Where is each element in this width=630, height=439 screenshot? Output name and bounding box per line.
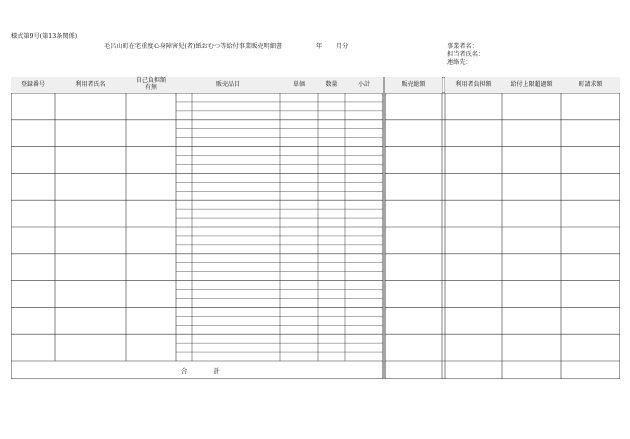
- month-label: 月分: [336, 43, 349, 50]
- col-header-user-name: [55, 77, 126, 93]
- sales-detail-table: [11, 77, 620, 379]
- total-label: 合 計: [181, 367, 232, 375]
- contact-label: 連絡先：: [447, 59, 472, 66]
- col-header-item-text: 販売品目: [215, 80, 240, 88]
- year-label: 年: [316, 43, 323, 50]
- col-header-billed: [561, 77, 620, 93]
- office-name-label: 事業者名：: [447, 43, 478, 50]
- col-header-copay: [126, 77, 176, 93]
- col-header-registration-number-text: 登録番号: [20, 80, 45, 88]
- col-header-quantity-text: 数量: [325, 80, 338, 88]
- col-header-unit-price: [280, 77, 318, 93]
- col-header-user-burden: [445, 77, 502, 93]
- col-header-unit-price-text: 単価: [292, 80, 305, 88]
- col-header-item: [176, 77, 280, 93]
- table-grid: [11, 77, 620, 379]
- col-header-billed-text: 町請求額: [578, 80, 603, 88]
- col-header-over-limit-text: 給付上限超過額: [510, 80, 553, 88]
- staff-name-label: 担当者氏名：: [447, 51, 485, 58]
- col-header-subtotal-text: 小計: [357, 80, 370, 88]
- col-header-sales-total-text: 販売総額: [401, 80, 426, 88]
- col-header-over-limit: [502, 77, 561, 93]
- col-header-copay-line1: 自己負担額: [135, 77, 166, 85]
- col-header-sales-total: [385, 77, 442, 93]
- col-header-user-burden-text: 利用者負担額: [455, 80, 492, 88]
- col-header-subtotal: [345, 77, 383, 93]
- form-number: 様式第9号(第13条関係): [11, 33, 78, 40]
- col-header-user-name-text: 利用者氏名: [75, 80, 106, 88]
- col-header-registration-number: [11, 77, 55, 93]
- col-header-copay-line2: 有無: [144, 84, 157, 91]
- col-header-quantity: [318, 77, 345, 93]
- document-title: 毛呂山町在宅重度心身障害児(者)紙おむつ等給付事業販売明細書: [104, 43, 283, 50]
